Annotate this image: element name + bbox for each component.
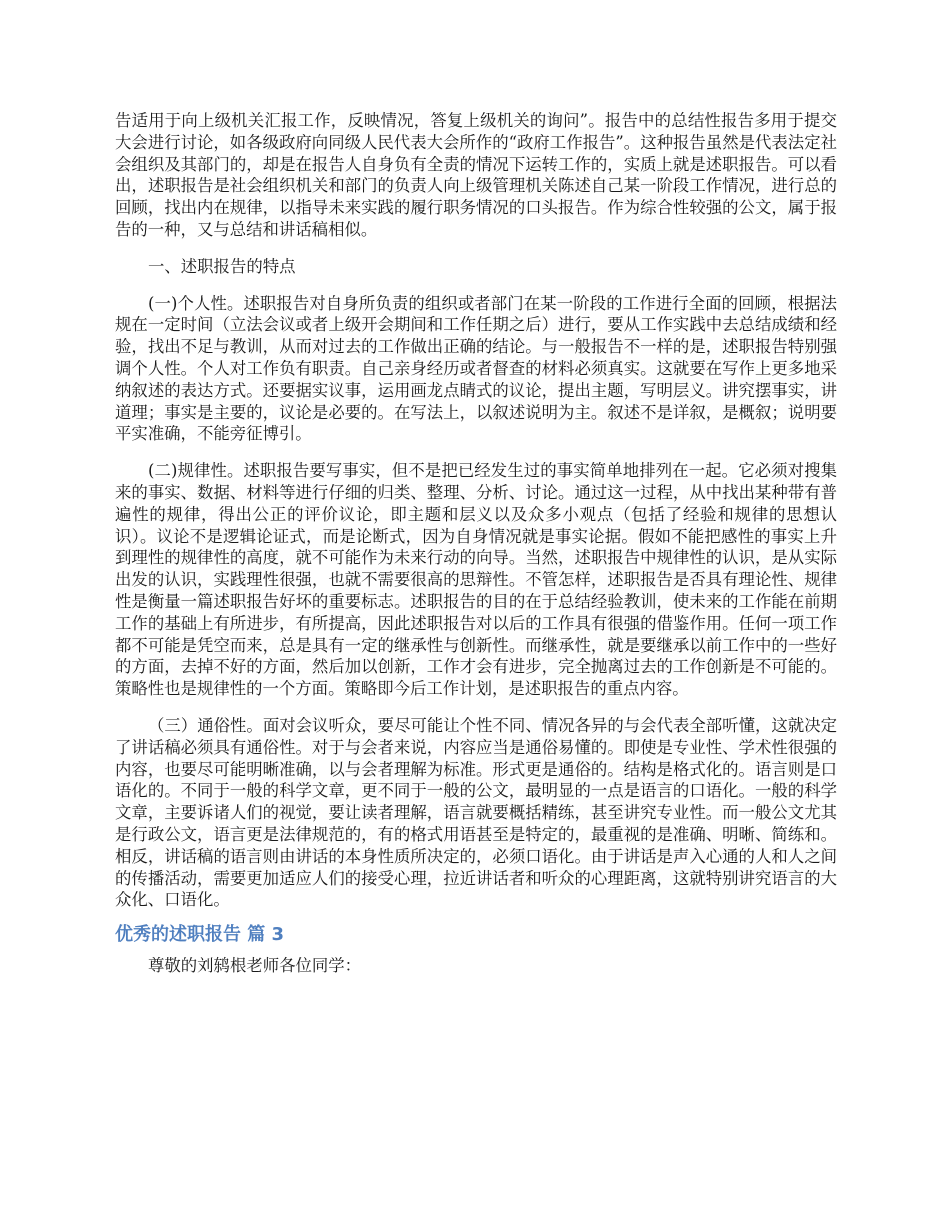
subheading-features: 一、述职报告的特点 (148, 256, 296, 276)
paragraph-salutation: 尊敬的刘鸫根老师各位同学： (148, 956, 362, 976)
paragraph-regularity: (二)规律性。述职报告要写事实，但不是把已经发生过的事实简单地排列在一起。它必须对搜集来的事实、数据、材料等进行仔细的归类、整理、分析、讨论。通过这一过程，从中找出某种带有普遍性的规律，得出公正的评价议论，即主题和层义以及众多小观点（包括了经验和规律的思想认识）。议论不是逻辑论证式，而是论断式，因为自身情况就是事实论据。假如不能把感性的事实上升到理性的规律性的高度，就不可能作为未来行动的向导。当然，述职报告中规律性的认识，是从实际出发的认识，实践理性很强，也就不需要很高的思辩性。不管怎样，述职报告是否具有理论性、规律性是衡量一篇述职报告好坏的重要标志。述职报告的目的在于总结经验教训，使未来的工作能在前期工作的基础上有所进步，有所提高，因此述职报告对以后的工作具有很强的借鉴作用。任何一项工作都不可能是凭空而来，总是具有一定的继承性与创新性。而继承性，就是要继承以前工作中的一些好的方面，去掉不好的方面，然后加以创新，工作才会有进步，完全抛离过去的工作创新是不可能的。策略性也是规律性的一个方面。策略即今后工作计划，是述职报告的重点内容。 (115, 461, 837, 699)
paragraph-individuality: (一)个人性。述职报告对自身所负责的组织或者部门在某一阶段的工作进行全面的回顾，根据法规在一定时间（立法会议或者上级开会期间和工作任期之后）进行，要从工作实践中去总结成绩和经验，找出不足与教训，从而对过去的工作做出正确的结论。与一般报告不一样的是，述职报告特别强调个人性。个人对工作负有职责。自己亲身经历或者督查的材料必须真实。这就要在写作上更多地采纳叙述的表达方式。还要据实议事，运用画龙点睛式的议论，提出主题，写明层义。讲究摆事实，讲道理；事实是主要的，议论是必要的。在写法上，以叙述说明为主。叙述不是详叙，是概叙；说明要平实准确，不能旁征博引。 (115, 293, 837, 444)
paragraph-popularity: （三）通俗性。面对会议听众，要尽可能让个性不同、情况各异的与会代表全部听懂，这就决定了讲话稿必须具有通俗性。对于与会者来说，内容应当是通俗易懂的。即使是专业性、学术性很强的内容，也要尽可能明晰准确，以与会者理解为标准。形式更是通俗的。结构是格式化的。语言则是口语化的。不同于一般的科学文章，更不同于一般的公文，最明显的一点是语言的口语化。一般的科学文章，主要诉诸人们的视觉，要让读者理解，语言就要概括精练，甚至讲究专业性。而一般公文尤其是行政公文，语言更是法律规范的，有的格式用语甚至是特定的，最重视的是准确、明晰、简练和。相反，讲话稿的语言则由讲话的本身性质所决定的，必须口语化。由于讲话是声入心通的人和人之间的传播活动，需要更加适应人们的接受心理，拉近讲话者和听众的心理距离，这就特别讲究语言的大众化、口语化。 (115, 715, 837, 910)
document-body (115, 110, 837, 977)
section-heading: 优秀的述职报告 篇 3 (115, 924, 285, 946)
paragraph-intro-continuation: 告适用于向上级机关汇报工作，反映情况，答复上级机关的询问”。报告中的总结性报告多用于提交大会进行讨论，如各级政府向同级人民代表大会所作的“政府工作报告”。这种报告虽然是代表法定社会组织及其部门的，却是在报告人自身负有全责的情况下运转工作的，实质上就是述职报告。可以看出，述职报告是社会组织机关和部门的负责人向上级管理机关陈述自己某一阶段工作情况，进行总的回顾，找出内在规律，以指导未来实践的履行职务情况的口头报告。作为综合性较强的公文，属于报告的一种，又与总结和讲话稿相似。 (115, 111, 837, 239)
